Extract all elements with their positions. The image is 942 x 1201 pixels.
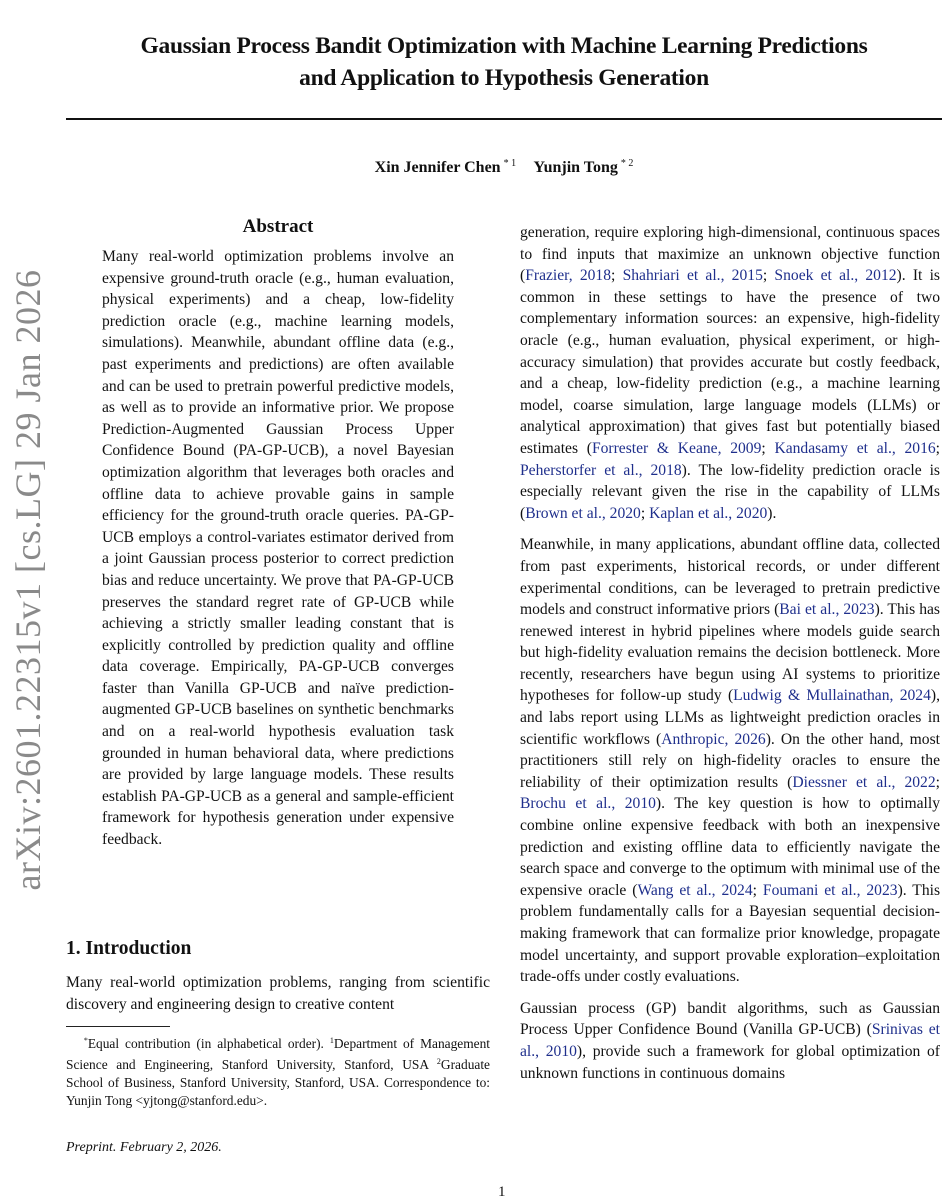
footnote-affiliation-text-1: Department of Management Science and Engineering, Stanford University, Stanford, USA	[66, 1036, 490, 1072]
citation-link[interactable]: Bai et al., 2023	[779, 601, 875, 619]
footnote-affiliation-text-2: Graduate School of Business, Stanford University, Stanford, USA. Correspondence to: Yunjin Tong <yjtong@stanford.edu>.	[66, 1057, 490, 1108]
introduction-paragraph	[520, 534, 940, 987]
citation-link[interactable]: Srinivas et al., 2010	[520, 1021, 940, 1060]
body-text: ). This problem fundamentally calls for a Bayesian sequential decision-making framework that can formalize prior knowledge, propagate model uncertainty, and support provable exploration–exploitation trade-offs under costly evaluations.	[520, 881, 941, 986]
citation-link[interactable]: Shahriari et al., 2015	[622, 267, 763, 285]
citation-link[interactable]: Wang et al., 2024	[637, 881, 753, 899]
body-text: ). The low-fidelity prediction oracle is especially relevant given the rise in the capability of LLMs (	[520, 461, 941, 522]
author-affiliation-marks: * 1	[503, 158, 517, 169]
citation-link[interactable]: Frazier, 2018	[525, 267, 612, 285]
body-text: ). This has renewed interest in hybrid pipelines where models guide search but high-fidelity evaluation remains the decision bottleneck. More recently, researchers have begun using AI systems to prioritize hypotheses for follow-up study (	[520, 601, 940, 705]
body-text: ), and labs report using LLMs as lightweight prediction oracles in scientific workflows (	[520, 687, 940, 748]
body-text: ). The key question is how to optimally combine online expensive feedback with both an inexpensive prediction and existing offline data to efficiently navigate the search space and converge to the optimum with minimal use of the expensive oracle (	[520, 795, 941, 899]
body-text: ;	[611, 267, 623, 285]
body-text: ). On the other hand, most practitioners still rely on high-fidelity oracles to ensure the reliability of their optimization results (	[520, 730, 940, 791]
title-rule	[66, 118, 942, 120]
footnote-equal-contribution: Equal contribution (in alphabetical order).	[87, 1036, 330, 1051]
citation-link[interactable]: Diessner et al., 2022	[792, 773, 936, 791]
body-text: generation, require exploring high-dimensional, continuous spaces to find inputs that maximize an unknown objective function (	[520, 224, 940, 285]
paper-title-line-2: and Application to Hypothesis Generation	[299, 65, 709, 91]
footnote-rule	[66, 1026, 170, 1027]
page-number: 1	[498, 1184, 506, 1200]
citation-link[interactable]: Foumani et al., 2023	[762, 881, 898, 899]
footnote-affiliation-2: 2	[436, 1057, 441, 1066]
abstract-text: Many real-world optimization problems involve an expensive ground-truth oracle (e.g., human evaluation, physical experiments) and a cheap, low-fidelity prediction oracle (e.g., machine learning models, simulations). Meanwhile, abundant offline data (e.g., past experiments and predictions) are often available and can be used to pretrain powerful predictive models, as well as to provide an informative prior. We propose Prediction-Augmented Gaussian Process Upper Confidence Bound (PA-GP-UCB), a novel Bayesian optimization algorithm that leverages both oracles and offline data to achieve provable gains in sample efficiency for the ground-truth oracle queries. PA-GP-UCB employs a control-variates estimator derived from a joint Gaussian process posterior to correct prediction bias and reduce uncertainty. We prove that PA-GP-UCB preserves the standard regret rate of GP-UCB while achieving a strictly smaller leading constant that is explicitly controlled by prediction quality and offline data coverage. Empirically, PA-GP-UCB converges faster than Vanilla GP-UCB and naïve prediction-augmented GP-UCB baselines on synthetic benchmarks and on a real-world hypothesis evaluation task grounded in human behavioral data, where predictions are provided by large language models. These results establish PA-GP-UCB as a general and sample-efficient framework for hypothesis generation under expensive feedback.	[102, 248, 454, 849]
footnote-star: *	[83, 1036, 88, 1045]
introduction-paragraph	[520, 998, 940, 1084]
right-column	[520, 222, 940, 1094]
author-affiliation-marks: * 2	[620, 158, 634, 169]
body-text: ). It is common in these settings to have the presence of two complementary information sources: an expensive, high-fidelity oracle (e.g., human evaluation, physical experiment, or high-accuracy simulation) that provides accurate but costly feedback, and a cheap, low-fidelity prediction (e.g., a machine learning model, coarse simulation, large language models (LLMs) or analytical approximation) that gives fast but potentially biased estimates (	[520, 267, 940, 457]
arxiv-identifier-stamp	[8, 240, 48, 920]
introduction-paragraph	[520, 222, 940, 524]
body-text: ;	[752, 881, 763, 899]
citation-link[interactable]: Forrester & Keane, 2009	[591, 439, 762, 457]
body-text: Gaussian process (GP) bandit algorithms, such as Gaussian Process Upper Confidence Bound (Vanilla GP-UCB) (	[520, 999, 940, 1039]
citation-link[interactable]: Kandasamy et al., 2016	[774, 439, 936, 457]
left-column	[66, 216, 490, 851]
section-heading-introduction: 1. Introduction	[66, 938, 192, 959]
footnote	[66, 1032, 490, 1110]
body-text: ;	[761, 439, 775, 457]
arxiv-stamp-text: arXiv:2601.22315v1 [cs.LG] 29 Jan 2026	[8, 269, 48, 891]
body-text: ).	[767, 504, 777, 522]
paper-title	[66, 30, 942, 94]
preprint-notice: Preprint. February 2, 2026.	[66, 1140, 222, 1155]
citation-link[interactable]: Ludwig & Mullainathan, 2024	[733, 687, 931, 705]
body-text: ;	[935, 439, 941, 457]
paper-title-line-1: Gaussian Process Bandit Optimization with Machine Learning Predictions	[140, 33, 868, 59]
citation-link[interactable]: Kaplan et al., 2020	[649, 504, 768, 522]
author-name: Xin Jennifer Chen	[374, 159, 501, 176]
abstract-heading: Abstract	[242, 216, 314, 237]
body-text: Meanwhile, in many applications, abundant offline data, collected from past experiments, historical records, or under different experimental conditions, can be leveraged to pretrain predictive models and construct informative priors (	[520, 536, 940, 619]
body-text: ;	[640, 504, 650, 522]
citation-link[interactable]: Anthropic, 2026	[661, 730, 766, 748]
citation-link[interactable]: Brown et al., 2020	[525, 504, 641, 522]
body-text: ;	[762, 267, 775, 285]
body-text: ;	[935, 773, 940, 791]
citation-link[interactable]: Snoek et al., 2012	[774, 267, 897, 285]
body-text: ), provide such a framework for global optimization of unknown functions in continuous domains	[520, 1042, 940, 1082]
citation-link[interactable]: Brochu et al., 2010	[520, 795, 656, 813]
author-list	[66, 158, 942, 177]
author-name: Yunjin Tong	[533, 159, 618, 176]
introduction-text-left: Many real-world optimization problems, ranging from scientific discovery and engineering design to creative content	[66, 974, 490, 1013]
footnote-affiliation-1: 1	[329, 1036, 334, 1045]
citation-link[interactable]: Peherstorfer et al., 2018	[520, 461, 682, 479]
